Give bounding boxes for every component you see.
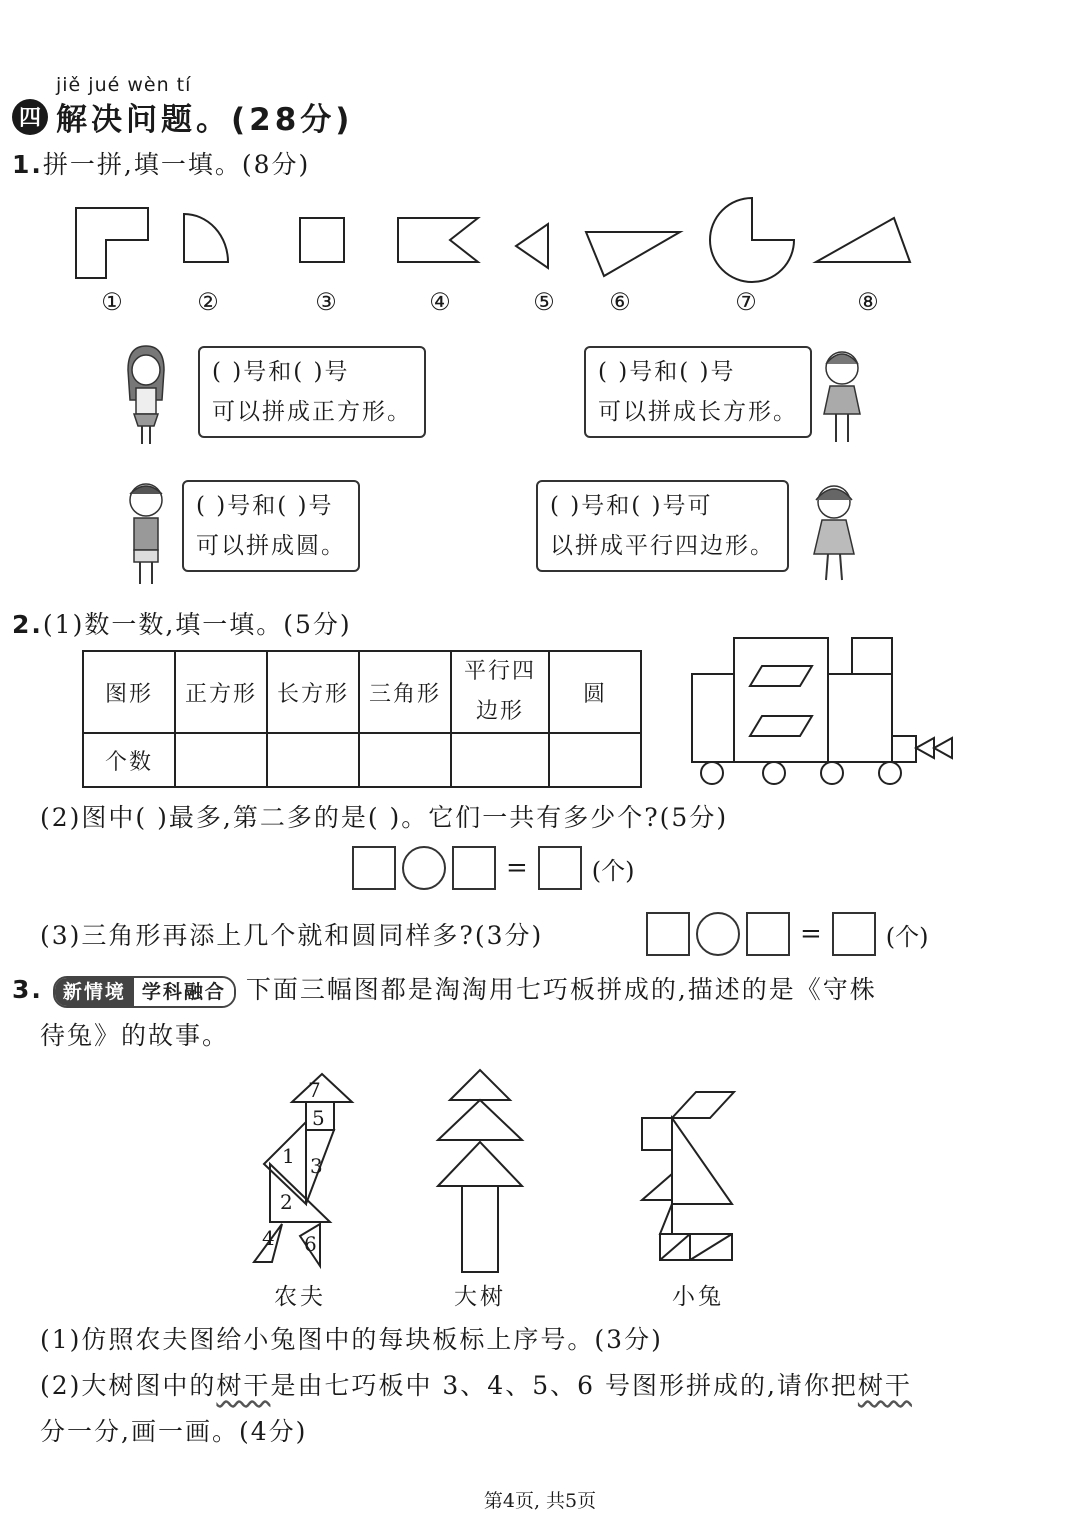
table-header-shape: 图形 [83,651,175,733]
q3-sub2 [40,1366,912,1402]
bubble-parallelogram-line2: 以拼成平行四边形。 [550,533,775,559]
farmer-piece-2: 2 [280,1190,293,1214]
count-cell-triangle[interactable] [359,733,451,787]
q1-title [12,145,310,181]
q2-part3: (3)三角形再添上几个就和圆同样多?(3分) [40,921,544,950]
count-cell-rectangle[interactable] [267,733,359,787]
shape-8-triangle [816,218,910,262]
count-cell-circle[interactable] [549,733,641,787]
formula-1-operator-circle[interactable] [402,846,446,890]
shape-7-three-quarter-circle [710,198,794,282]
shape-label-5: ⑤ [533,288,555,316]
farmer-piece-5: 5 [312,1106,325,1130]
formula-2-box-1[interactable] [646,912,690,956]
farmer-piece-6: 6 [304,1232,317,1256]
q3-sub2-emphasis-1: 树干 [216,1371,271,1400]
rabbit-tangram [636,1084,746,1268]
count-table [82,650,642,788]
q3-sub2-emphasis-2: 树干 [857,1371,912,1400]
formula-2 [646,912,929,956]
q3-line2: 待兔》的故事。 [40,1021,230,1050]
girl-1-figure [118,344,174,448]
formula-1 [352,846,635,890]
page-footer: 第4页, 共5页 [483,1490,597,1512]
bubble-parallelogram [536,480,789,572]
farmer-piece-3: 3 [310,1154,323,1178]
bubble-parallelogram-line1: ( )号和( )号可 [550,493,713,519]
q3-number: 3. [12,975,43,1004]
shape-label-3: ③ [315,288,337,316]
shape-4-notched-rect [398,218,478,262]
section-title: 解决问题。(28分) [56,102,354,138]
farmer-piece-1: 1 [282,1144,295,1168]
shape-6-triangle [586,232,680,276]
table-header-square: 正方形 [175,651,267,733]
train-figure [680,630,970,790]
bubble-circle [182,480,360,572]
q3-sub2-line2: 分一分,画一画。(4分) [40,1417,308,1446]
formula-1-box-1[interactable] [352,846,396,890]
q1-shapes [0,190,1080,290]
q1-number: 1. [12,150,43,179]
count-table-header-row [83,651,641,733]
formula-2-box-2[interactable] [746,912,790,956]
bubble-circle-line2: 可以拼成圆。 [196,533,346,559]
q3-sub2-part-b: 是由七巧板中 3、4、5、6 号图形拼成的,请你把 [270,1371,858,1400]
caption-rabbit: 小兔 [672,1284,724,1310]
count-cell-square[interactable] [175,733,267,787]
shape-3-square [300,218,344,262]
count-table-count-row [83,733,641,787]
table-header-triangle: 三角形 [359,651,451,733]
shape-5-small-triangle [516,224,548,268]
table-header-rectangle: 长方形 [267,651,359,733]
farmer-piece-7: 7 [308,1078,321,1102]
formula-1-unit: (个) [591,856,635,885]
q1-text: 拼一拼,填一填。(8分) [42,150,311,179]
formula-2-result-box[interactable] [832,912,876,956]
farmer-piece-4: 4 [262,1226,275,1250]
q3-sub1: (1)仿照农夫图给小兔图中的每块板标上序号。(3分) [40,1325,663,1354]
section-number: 四 [12,99,48,135]
q3-tag [53,976,236,1008]
table-row-label-count: 个数 [83,733,175,787]
girl-3-figure [806,480,862,584]
shape-label-6: ⑥ [609,288,631,316]
bubble-rectangle [584,346,812,438]
q2-number: 2. [12,610,43,639]
tag-new-context: 新情境 [55,978,134,1006]
shape-label-1: ① [101,288,123,316]
q2-part2: (2)图中( )最多,第二多的是( )。它们一共有多少个?(5分) [40,803,729,832]
girl-2-figure [816,346,868,446]
q3-sub2-part-a: (2)大树图中的 [40,1371,217,1400]
formula-1-box-2[interactable] [452,846,496,890]
tag-interdisciplinary: 学科融合 [134,978,234,1006]
formula-2-operator-circle[interactable] [696,912,740,956]
bubble-square-line1: ( )号和( )号 [212,359,350,385]
caption-farmer: 农夫 [274,1284,326,1310]
q3-title [12,970,877,1008]
shape-label-2: ② [197,288,219,316]
shape-1-l-shape [76,208,148,278]
bubble-rectangle-line2: 可以拼成长方形。 [598,399,798,425]
tree-tangram [430,1066,530,1280]
bubble-square [198,346,426,438]
table-header-circle: 圆 [549,651,641,733]
count-cell-parallelogram[interactable] [451,733,549,787]
boy-figure [118,478,174,588]
q2-part1: (1)数一数,填一填。(5分) [42,610,352,639]
bubble-circle-line1: ( )号和( )号 [196,493,334,519]
shape-label-4: ④ [429,288,451,316]
section-pinyin: jiě jué wèn tí [56,74,192,96]
formula-2-unit: (个) [885,922,929,951]
caption-tree: 大树 [454,1284,506,1310]
section-title-row [12,94,353,139]
q3-line1: 下面三幅图都是淘淘用七巧板拼成的,描述的是《守株 [245,975,877,1004]
formula-1-equals: = [506,853,528,883]
bubble-rectangle-line1: ( )号和( )号 [598,359,736,385]
q2-title [12,605,352,641]
shape-label-8: ⑧ [857,288,879,316]
bubble-square-line2: 可以拼成正方形。 [212,399,412,425]
shape-label-7: ⑦ [735,288,757,316]
formula-1-result-box[interactable] [538,846,582,890]
formula-2-equals: = [800,919,822,949]
table-header-parallelogram: 平行四边形 [451,651,549,733]
shape-2-quarter-circle [184,214,228,262]
